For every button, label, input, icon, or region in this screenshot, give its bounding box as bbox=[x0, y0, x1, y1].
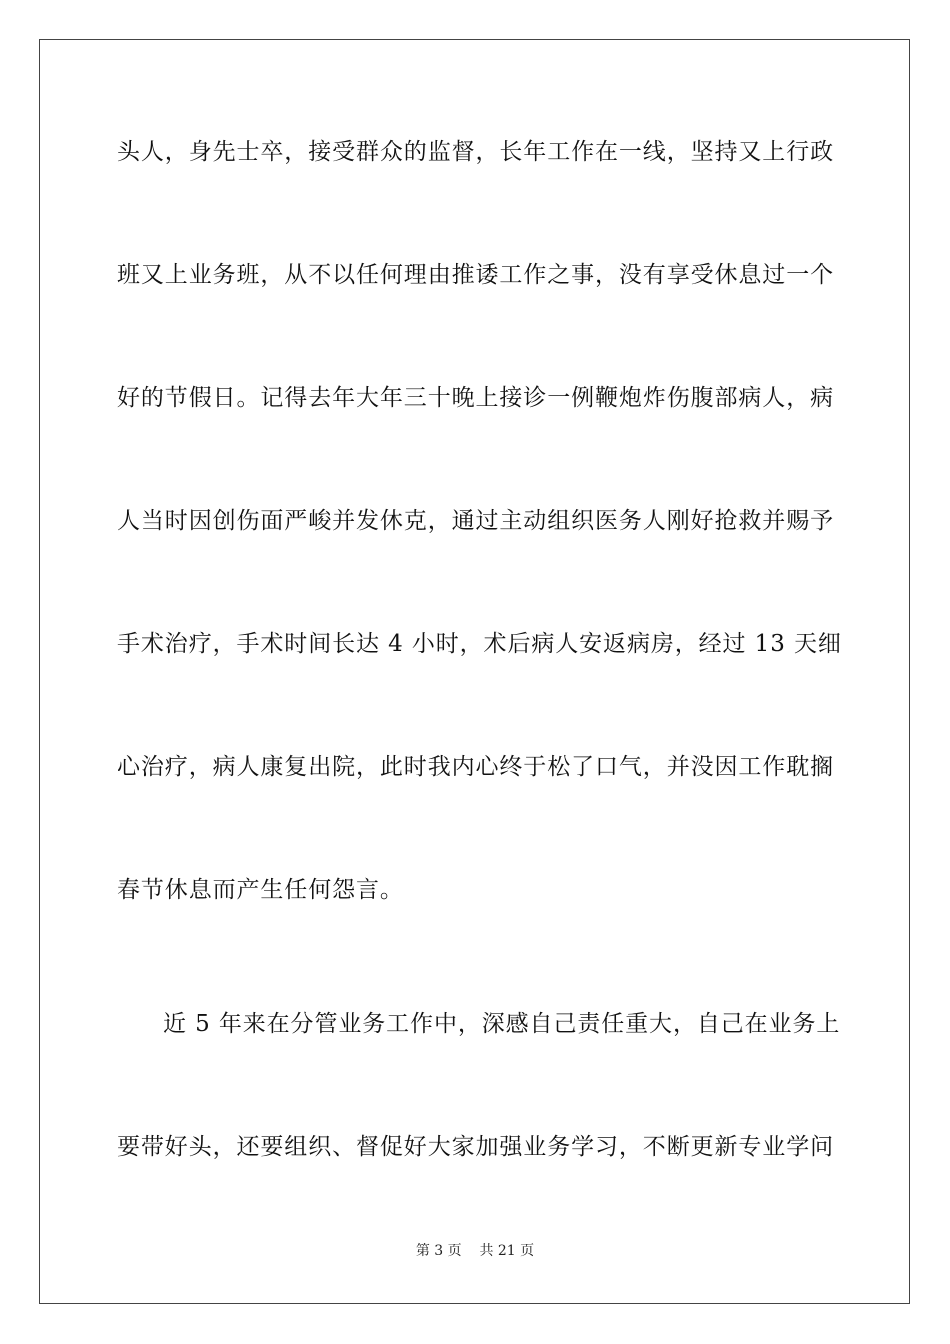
page-number: 第 3 页 bbox=[415, 1243, 462, 1259]
body-text-line: 好的节假日。记得去年大年三十晚上接诊一例鞭炮炸伤腹部病人，病 bbox=[117, 385, 834, 411]
page-frame bbox=[39, 39, 910, 1304]
body-text-line: 班又上业务班，从不以任何理由推诿工作之事，没有享受休息过一个 bbox=[117, 262, 834, 288]
body-text-line: 春节休息而产生任何怨言。 bbox=[117, 877, 404, 903]
body-text-line: 心治疗，病人康复出院，此时我内心终于松了口气，并没因工作耽搁 bbox=[117, 754, 834, 780]
page-total: 共 21 页 bbox=[479, 1243, 535, 1259]
body-text-line: 头人，身先士卒，接受群众的监督，长年工作在一线，坚持又上行政 bbox=[117, 139, 834, 165]
body-text-line: 要带好头，还要组织、督促好大家加强业务学习，不断更新专业学问 bbox=[117, 1134, 834, 1160]
paragraph-first-line: 近 5 年来在分管业务工作中，深感自己责任重大，自己在业务上 bbox=[163, 1011, 841, 1037]
body-text-line: 手术治疗，手术时间长达 4 小时，术后病人安返病房，经过 13 天细 bbox=[117, 631, 842, 657]
page-footer bbox=[0, 1242, 950, 1260]
body-text-line: 人当时因创伤面严峻并发休克，通过主动组织医务人刚好抢救并赐予 bbox=[117, 508, 834, 534]
